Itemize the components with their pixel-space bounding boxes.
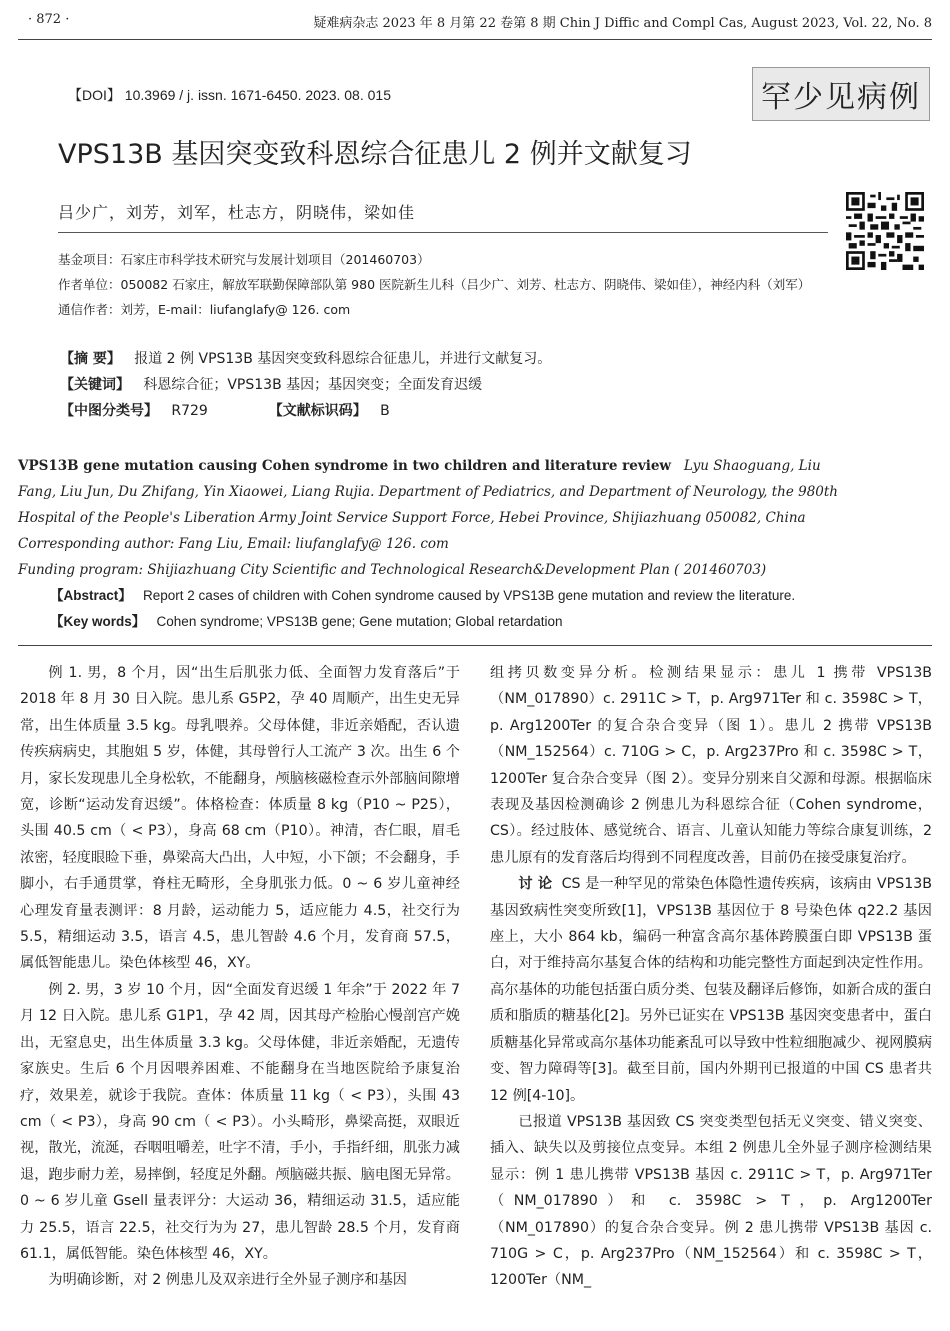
keywords-text: 科恩综合征；VPS13B 基因；基因突变；全面发育迟缓 — [143, 377, 483, 393]
en-keywords-text: Cohen syndrome; VPS13B gene; Gene mutation; Global retardation — [156, 614, 563, 629]
en-funding: Funding program: Shijiazhuang City Scientific and Technological Research&Development Plan ( 201460703) — [18, 562, 767, 578]
corresponding-author: 通信作者：刘芳，E-mail：liufanglafy@ 126. com — [58, 302, 351, 317]
case-1-paragraph: 例 1. 男，8 个月，因“出生后肌张力低、全面智力发育落后”于 2018 年 8 月 30 日入院。患儿系 G5P2，孕 40 周顺产，出生史无异常，出生体质量 3.5 kg。母乳喂养。父母体健，非近亲婚配，否认遗传疾病病史，其胞姐 5 岁，体健，其母曾行人工流产 3 次。出生 6 个月，家长发现患儿全身松软，不能翻身，颅脑核磁检查示外部脑间隙增宽，诊断“运动发育迟缓”。体格检查：体质量 8 kg（P10 ~ P25），头围 40.5 cm（ < P3），身高 68 cm（P10）。神清，杏仁眼，眉毛浓密，轻度眼睑下垂，鼻梁高大凸出，人中短，小下颌；不会翻身，手脚小，右手通贯掌，脊柱无畸形，全身肌张力低。0 ~ 6 岁儿童神经心理发育量表测评：8 月龄，运动能力 5，适应能力 4.5，社交行为 5.5，精细运动 3.5，语言 4.5，患儿智龄 4.6 个月，发育商 57.5，属低智能患儿。染色体核型 46，XY。 — [20, 665, 460, 972]
authors: 吕少广，刘芳，刘军，杜志方，阴晓伟，梁如佳 — [58, 203, 416, 222]
cn-keywords — [60, 372, 482, 398]
en-authors-affiliation: Lyu Shaoguang, Liu Fang, Liu Jun, Du Zhifang, Yin Xiaowei, Liang Rujia. Department of Pediatrics, and Department of Neurology, the 980th Hospital of the People's Liberation Army Joint Service Support Force, Hebei Province, Shijiazhuang 050082, China — [18, 458, 838, 526]
doi: 【DOI】 10.3969 / j. issn. 1671-6450. 2023. 08. 015 — [68, 87, 391, 103]
column-badge: 罕少见病例 — [752, 67, 930, 121]
en-abstract-text: Report 2 cases of children with Cohen syndrome caused by VPS13B gene mutation and review the literature. — [143, 588, 796, 603]
en-keywords — [50, 609, 563, 635]
diagnosis-paragraph-cont: 组拷贝数变异分析。检测结果显示：患儿 1 携带 VPS13B（NM_017890）c. 2911C > T，p. Arg971Ter 和 c. 3598C > T，p. Arg1200Ter 的复合杂合变异（图 1）。患儿 2 携带 VPS13B（NM_152564）c. 710G > C，p. Arg237Pro 和 c. 3598C > T，1200Ter 复合杂合变异（图 2）。变异分别来自父源和母源。根据临床表现及基因检测确诊 2 例患儿为科恩综合征（Cohen syndrome，CS）。经过肢体、感觉统合、语言、儿童认知能力等综合康复训练，2 患儿原有的发育落后均得到不同程度改善，目前仍在接受康复治疗。 — [490, 665, 932, 866]
discussion-paragraph — [490, 871, 932, 1109]
mutation-paragraph: 已报道 VPS13B 基因致 CS 突变类型包括无义突变、错义突变、插入、缺失以及剪接位点变异。本组 2 例患儿全外显子测序检测结果显示：例 1 患儿携带 VPS13B 基因 c. 2911C > T，p. Arg971Ter（NM_017890）和 c. 3598C > T，p. Arg1200Ter（NM_017890）的复合杂合变异。例 2 患儿携带 VPS13B 基因 c. 710G > C，p. Arg237Pro（NM_152564）和 c. 3598C > T，1200Ter（NM_ — [490, 1113, 932, 1289]
clc-text: R729 — [171, 403, 208, 419]
doc-code-text: B — [380, 403, 390, 419]
discussion-heading: 讨 论 — [518, 876, 553, 893]
page-number: · 872 · — [28, 12, 70, 27]
en-abstract — [50, 583, 795, 609]
funding: 基金项目：石家庄市科学技术研究与发展计划项目（201460703） — [58, 252, 430, 267]
discussion-text: CS 是一种罕见的常染色体隐性遗传疾病，该病由 VPS13B 基因致病性突变所致[1]，VPS13B 基因位于 8 号染色体 q22.2 基因座上，大小 864 kb，编码一种富含高尔基体跨膜蛋白即 VPS13B 蛋白，对于维持高尔基复合体的结构和功能完整性方面起到决定性作用。高尔基体的功能包括蛋白质分类、包装及翻译后修饰，如新合成的蛋白质和脂质的糖基化[2]。另外已证实在 VPS13B 基因突变患者中，蛋白质糖基化异常或高尔基体功能紊乱可以导致中性粒细胞减少、视网膜病变、智力障碍等[3]。截至目前，国内外期刊已报道的中国 CS 患者共 12 例[4-10]。 — [490, 876, 932, 1104]
abstract-text: 报道 2 例 VPS13B 基因突变致科恩综合征患儿，并进行文献复习。 — [134, 351, 552, 367]
article-title: VPS13B 基因突变致科恩综合征患儿 2 例并文献复习 — [58, 139, 692, 170]
cn-classification — [60, 398, 390, 424]
journal-line: 疑难病杂志 2023 年 8 月第 22 卷第 8 期 Chin J Diffic and Compl Cas, August 2023, Vol. 22, No. 8 — [313, 16, 932, 31]
title-rule — [58, 232, 828, 233]
header-rule — [18, 39, 932, 40]
abstract-label: 【摘 要】 — [60, 351, 121, 367]
qr-code-icon — [846, 192, 924, 270]
body-rule — [18, 645, 932, 646]
body-right-column — [490, 660, 932, 1294]
en-title-block — [18, 453, 845, 531]
affiliation: 作者单位：050082 石家庄，解放军联勤保障部队第 980 医院新生儿科（吕少广、刘芳、杜志方、阴晓伟、梁如佳），神经内科（刘军） — [58, 277, 811, 292]
en-keywords-label: 【Key words】 — [50, 614, 146, 629]
en-title: VPS13B gene mutation causing Cohen syndrome in two children and literature review — [18, 458, 672, 474]
clc-label: 【中图分类号】 — [60, 403, 158, 419]
keywords-label: 【关键词】 — [60, 377, 130, 393]
en-corresponding: Corresponding author: Fang Liu, Email: liufanglafy@ 126. com — [18, 536, 449, 552]
case-2-paragraph: 例 2. 男，3 岁 10 个月，因“全面发育迟缓 1 年余”于 2022 年 7 月 12 日入院。患儿系 G1P1，孕 42 周，因其母产检胎心慢剖宫产娩出，无窒息史，出生体质量 3.3 kg。父母体健，非近亲婚配，无遗传家族史。生后 6 个月因喂养困难、不能翻身在当地医院给予康复治疗，效果差，就诊于我院。查体：体质量 11 kg（ < P3），头围 43 cm（ < P3），身高 90 cm（ < P3）。小头畸形，鼻梁高挺，双眼近视，散光，流涎，吞咽咀嚼差，吐字不清，手小，手指纤细，肌张力减退，跑步耐力差，易摔倒，轻度足外翻。颅脑磁共振、脑电图无异常。0 ~ 6 岁儿童 Gsell 量表评分：大运动 36，精细运动 31.5，适应能力 25.5，语言 22.5，社交行为为 27，患儿智龄 28.5 个月，发育商 61.1，属低智能。染色体核型 46，XY。 — [20, 981, 460, 1262]
en-abstract-label: 【Abstract】 — [50, 588, 132, 603]
body-left-column — [20, 660, 460, 1294]
doc-code-label: 【文献标识码】 — [268, 403, 367, 419]
running-header — [28, 12, 932, 34]
cn-abstract — [60, 346, 551, 372]
diagnosis-paragraph-start: 为明确诊断，对 2 例患儿及双亲进行全外显子测序和基因 — [48, 1272, 407, 1289]
